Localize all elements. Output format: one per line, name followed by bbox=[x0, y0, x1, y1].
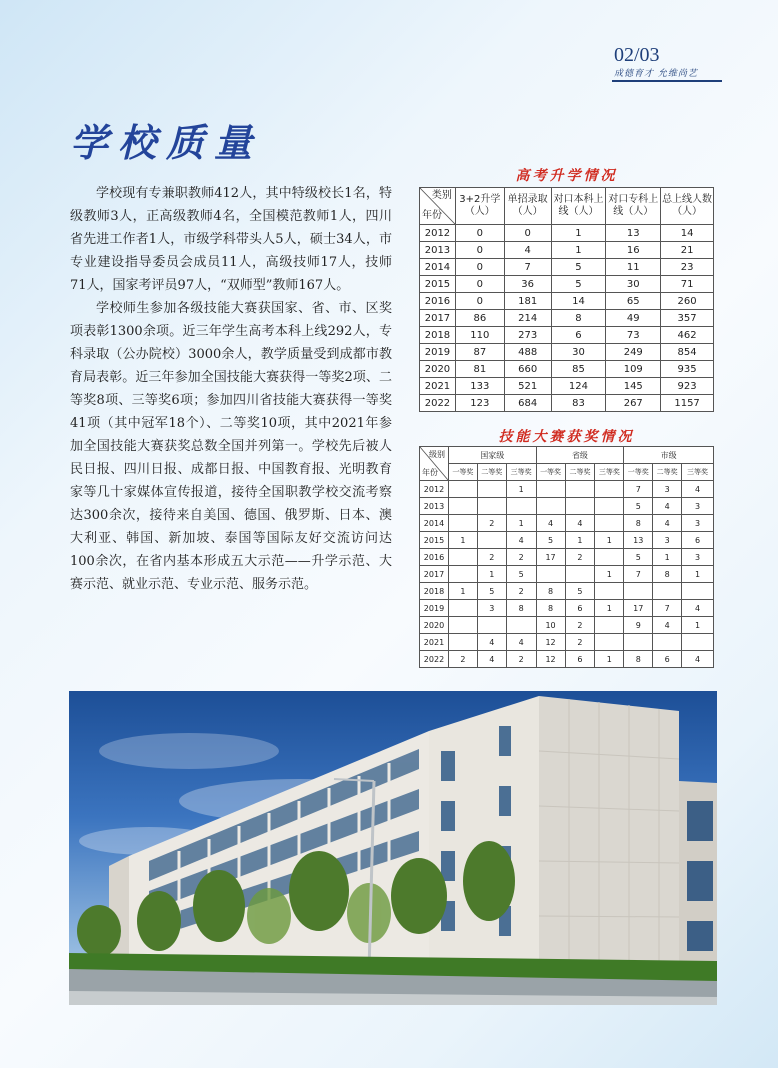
prize-header: 一等奖 bbox=[448, 464, 477, 481]
value-cell: 6 bbox=[565, 600, 595, 617]
value-cell: 83 bbox=[551, 395, 606, 412]
value-cell: 7 bbox=[653, 600, 682, 617]
value-cell bbox=[595, 498, 624, 515]
value-cell: 30 bbox=[551, 344, 606, 361]
table-row bbox=[420, 481, 714, 498]
prize-header: 一等奖 bbox=[624, 464, 653, 481]
value-cell bbox=[624, 634, 653, 651]
gaokao-table-title: 高考升学情况 bbox=[515, 168, 618, 184]
value-cell: 2 bbox=[565, 634, 595, 651]
table-header-row bbox=[420, 447, 714, 464]
year-cell: 2015 bbox=[420, 532, 449, 549]
campus-building-photo bbox=[69, 691, 717, 1005]
value-cell: 260 bbox=[661, 293, 714, 310]
value-cell: 1 bbox=[595, 566, 624, 583]
value-cell bbox=[595, 634, 624, 651]
year-cell: 2022 bbox=[420, 651, 449, 668]
value-cell: 2 bbox=[477, 549, 506, 566]
paragraph: 学校师生参加各级技能大赛获国家、省、市、区奖项表彰1300余项。近三年学生高考本科上线292人，专科录取（公办院校）3000余人，教学质量受到成都市教育局表彰。近三年参加全国技能大赛获得一等奖2项、二等奖8项、三等奖6项；参加四川省技能大赛获得一等奖41项（其中冠军18个）、二等奖10项，其中2021年参加全国技能大赛获奖总数全国并列第一。学校先后被人民日报、四川日报、成都日报、中国教育报、光明教育家等几十家媒体宣传报道，接待全国职教学校交流考察达300余次，接待来自美国、德国、俄罗斯、日本、澳大利亚、韩国、新加坡、泰国等国际友好交流访问达100余次，在省内基本形成五大示范——升学示范、大赛示范、就业示范、专业示范、服务示范。 bbox=[70, 301, 392, 592]
value-cell bbox=[448, 634, 477, 651]
value-cell: 8 bbox=[506, 600, 536, 617]
value-cell: 65 bbox=[606, 293, 661, 310]
value-cell: 1 bbox=[506, 481, 536, 498]
value-cell bbox=[595, 515, 624, 532]
value-cell: 30 bbox=[606, 276, 661, 293]
value-cell: 3 bbox=[682, 515, 714, 532]
value-cell: 1 bbox=[682, 566, 714, 583]
value-cell: 49 bbox=[606, 310, 661, 327]
level-header-national: 国家级 bbox=[448, 447, 536, 464]
prize-header: 三等奖 bbox=[682, 464, 714, 481]
value-cell: 0 bbox=[504, 225, 551, 242]
value-cell: 0 bbox=[455, 276, 504, 293]
motto: 成德育才 允维尚艺 bbox=[614, 69, 698, 79]
value-cell: 85 bbox=[551, 361, 606, 378]
value-cell: 1 bbox=[595, 532, 624, 549]
table-row bbox=[420, 344, 714, 361]
value-cell bbox=[477, 532, 506, 549]
value-cell: 14 bbox=[661, 225, 714, 242]
value-cell: 9 bbox=[624, 617, 653, 634]
value-cell bbox=[448, 566, 477, 583]
value-cell: 124 bbox=[551, 378, 606, 395]
table-row bbox=[420, 361, 714, 378]
value-cell: 1 bbox=[551, 242, 606, 259]
year-cell: 2017 bbox=[420, 310, 456, 327]
value-cell: 1 bbox=[653, 549, 682, 566]
value-cell: 462 bbox=[661, 327, 714, 344]
year-cell: 2014 bbox=[420, 515, 449, 532]
table-row bbox=[420, 549, 714, 566]
value-cell: 0 bbox=[455, 293, 504, 310]
value-cell bbox=[565, 498, 595, 515]
value-cell bbox=[653, 583, 682, 600]
column-header: 单招录取（人） bbox=[504, 188, 551, 225]
value-cell: 12 bbox=[536, 651, 565, 668]
value-cell bbox=[595, 617, 624, 634]
value-cell: 4 bbox=[477, 634, 506, 651]
value-cell: 4 bbox=[653, 617, 682, 634]
corner-label-level: 级别 bbox=[428, 450, 445, 459]
column-header: 总上线人数（人） bbox=[661, 188, 714, 225]
value-cell: 5 bbox=[624, 498, 653, 515]
table-row bbox=[420, 634, 714, 651]
prize-header: 二等奖 bbox=[565, 464, 595, 481]
value-cell: 5 bbox=[477, 583, 506, 600]
diagonal-header-cell bbox=[420, 447, 449, 481]
jineng-table-title: 技能大赛获奖情况 bbox=[498, 429, 635, 445]
value-cell bbox=[536, 498, 565, 515]
table-row bbox=[420, 225, 714, 242]
value-cell: 81 bbox=[455, 361, 504, 378]
value-cell bbox=[448, 498, 477, 515]
value-cell: 854 bbox=[661, 344, 714, 361]
value-cell: 13 bbox=[606, 225, 661, 242]
table-row bbox=[420, 259, 714, 276]
value-cell: 71 bbox=[661, 276, 714, 293]
value-cell bbox=[595, 481, 624, 498]
value-cell bbox=[448, 549, 477, 566]
value-cell: 5 bbox=[624, 549, 653, 566]
value-cell: 684 bbox=[504, 395, 551, 412]
table-row bbox=[420, 566, 714, 583]
diagonal-header-cell bbox=[420, 188, 456, 225]
building-illustration bbox=[69, 691, 717, 1005]
jineng-table bbox=[419, 446, 714, 668]
value-cell: 23 bbox=[661, 259, 714, 276]
value-cell: 110 bbox=[455, 327, 504, 344]
value-cell: 5 bbox=[565, 583, 595, 600]
value-cell: 3 bbox=[682, 498, 714, 515]
prize-header: 三等奖 bbox=[595, 464, 624, 481]
value-cell: 4 bbox=[504, 242, 551, 259]
value-cell bbox=[506, 498, 536, 515]
value-cell: 249 bbox=[606, 344, 661, 361]
year-cell: 2019 bbox=[420, 344, 456, 361]
value-cell: 145 bbox=[606, 378, 661, 395]
value-cell: 660 bbox=[504, 361, 551, 378]
body-text bbox=[70, 182, 392, 596]
value-cell: 8 bbox=[536, 583, 565, 600]
value-cell: 3 bbox=[653, 532, 682, 549]
value-cell: 109 bbox=[606, 361, 661, 378]
year-cell: 2018 bbox=[420, 583, 449, 600]
value-cell: 86 bbox=[455, 310, 504, 327]
value-cell: 12 bbox=[536, 634, 565, 651]
value-cell: 3 bbox=[653, 481, 682, 498]
value-cell bbox=[506, 617, 536, 634]
value-cell: 181 bbox=[504, 293, 551, 310]
prize-header: 三等奖 bbox=[506, 464, 536, 481]
year-cell: 2012 bbox=[420, 481, 449, 498]
value-cell: 1 bbox=[448, 532, 477, 549]
value-cell: 2 bbox=[506, 651, 536, 668]
corner-label-category: 类别 bbox=[431, 190, 452, 201]
value-cell: 4 bbox=[682, 651, 714, 668]
value-cell: 935 bbox=[661, 361, 714, 378]
prize-header: 二等奖 bbox=[653, 464, 682, 481]
value-cell: 13 bbox=[624, 532, 653, 549]
year-cell: 2012 bbox=[420, 225, 456, 242]
corner-label-year: 年份 bbox=[422, 210, 442, 221]
value-cell: 1 bbox=[565, 532, 595, 549]
table-row bbox=[420, 395, 714, 412]
value-cell: 11 bbox=[606, 259, 661, 276]
value-cell: 7 bbox=[624, 481, 653, 498]
value-cell: 17 bbox=[536, 549, 565, 566]
value-cell: 4 bbox=[682, 600, 714, 617]
value-cell: 1 bbox=[682, 617, 714, 634]
value-cell: 73 bbox=[606, 327, 661, 344]
value-cell bbox=[536, 481, 565, 498]
page-title: 学校质量 bbox=[70, 120, 263, 165]
value-cell: 123 bbox=[455, 395, 504, 412]
value-cell: 0 bbox=[455, 242, 504, 259]
gaokao-table-body bbox=[420, 225, 714, 412]
value-cell: 16 bbox=[606, 242, 661, 259]
value-cell: 4 bbox=[477, 651, 506, 668]
value-cell: 1 bbox=[448, 583, 477, 600]
year-cell: 2017 bbox=[420, 566, 449, 583]
table-row bbox=[420, 242, 714, 259]
year-cell: 2019 bbox=[420, 600, 449, 617]
year-cell: 2016 bbox=[420, 549, 449, 566]
value-cell: 6 bbox=[682, 532, 714, 549]
value-cell bbox=[477, 617, 506, 634]
column-header: 对口专科上线（人） bbox=[606, 188, 661, 225]
table-row bbox=[420, 293, 714, 310]
value-cell: 36 bbox=[504, 276, 551, 293]
value-cell: 488 bbox=[504, 344, 551, 361]
value-cell: 1 bbox=[477, 566, 506, 583]
year-cell: 2021 bbox=[420, 634, 449, 651]
value-cell: 5 bbox=[551, 259, 606, 276]
value-cell: 521 bbox=[504, 378, 551, 395]
year-cell: 2020 bbox=[420, 617, 449, 634]
value-cell: 1 bbox=[595, 600, 624, 617]
value-cell bbox=[477, 498, 506, 515]
year-cell: 2013 bbox=[420, 242, 456, 259]
value-cell bbox=[448, 600, 477, 617]
value-cell bbox=[477, 481, 506, 498]
value-cell: 10 bbox=[536, 617, 565, 634]
value-cell: 4 bbox=[653, 515, 682, 532]
value-cell: 2 bbox=[506, 583, 536, 600]
value-cell: 4 bbox=[536, 515, 565, 532]
year-cell: 2020 bbox=[420, 361, 456, 378]
value-cell: 1157 bbox=[661, 395, 714, 412]
value-cell bbox=[536, 566, 565, 583]
table-row bbox=[420, 515, 714, 532]
value-cell bbox=[624, 583, 653, 600]
value-cell: 2 bbox=[565, 549, 595, 566]
value-cell: 0 bbox=[455, 259, 504, 276]
value-cell: 133 bbox=[455, 378, 504, 395]
column-header: 3+2升学（人） bbox=[455, 188, 504, 225]
table-header-row bbox=[420, 188, 714, 225]
value-cell: 8 bbox=[624, 515, 653, 532]
prize-header: 二等奖 bbox=[477, 464, 506, 481]
value-cell: 8 bbox=[624, 651, 653, 668]
value-cell bbox=[682, 583, 714, 600]
value-cell: 1 bbox=[595, 651, 624, 668]
column-header: 对口本科上线（人） bbox=[551, 188, 606, 225]
value-cell bbox=[595, 583, 624, 600]
value-cell bbox=[565, 481, 595, 498]
value-cell: 3 bbox=[682, 549, 714, 566]
value-cell bbox=[682, 634, 714, 651]
page-number: 02/03 bbox=[614, 44, 660, 66]
value-cell: 5 bbox=[551, 276, 606, 293]
value-cell: 21 bbox=[661, 242, 714, 259]
value-cell bbox=[653, 634, 682, 651]
value-cell: 17 bbox=[624, 600, 653, 617]
value-cell: 8 bbox=[653, 566, 682, 583]
table-row bbox=[420, 310, 714, 327]
table-row bbox=[420, 327, 714, 344]
value-cell: 1 bbox=[506, 515, 536, 532]
value-cell: 8 bbox=[536, 600, 565, 617]
table-row bbox=[420, 651, 714, 668]
value-cell: 1 bbox=[551, 225, 606, 242]
value-cell: 4 bbox=[682, 481, 714, 498]
year-cell: 2018 bbox=[420, 327, 456, 344]
table-row bbox=[420, 498, 714, 515]
header-rule bbox=[612, 80, 722, 82]
value-cell bbox=[448, 515, 477, 532]
value-cell bbox=[595, 549, 624, 566]
value-cell: 2 bbox=[448, 651, 477, 668]
value-cell: 5 bbox=[506, 566, 536, 583]
table-row bbox=[420, 583, 714, 600]
value-cell: 2 bbox=[565, 617, 595, 634]
table-row bbox=[420, 276, 714, 293]
table-row bbox=[420, 600, 714, 617]
value-cell: 273 bbox=[504, 327, 551, 344]
value-cell: 923 bbox=[661, 378, 714, 395]
value-cell: 3 bbox=[477, 600, 506, 617]
value-cell: 214 bbox=[504, 310, 551, 327]
year-cell: 2016 bbox=[420, 293, 456, 310]
value-cell: 6 bbox=[551, 327, 606, 344]
table-subheader-row bbox=[420, 464, 714, 481]
value-cell: 7 bbox=[624, 566, 653, 583]
value-cell: 6 bbox=[565, 651, 595, 668]
paragraph: 学校现有专兼职教师412人，其中特级校长1名，特级教师3人，正高级教师4名，全国模范教师1人，四川省先进工作者1人，市级学科带头人5人，硕士34人，市专业建设指导委员会成员11人，高级技师17人，技师71人，国家考评员97人，“双师型”教师167人。 bbox=[70, 186, 392, 293]
jineng-table-body bbox=[420, 481, 714, 668]
value-cell: 357 bbox=[661, 310, 714, 327]
value-cell: 2 bbox=[506, 549, 536, 566]
value-cell: 5 bbox=[536, 532, 565, 549]
value-cell bbox=[565, 566, 595, 583]
table-row bbox=[420, 378, 714, 395]
year-cell: 2022 bbox=[420, 395, 456, 412]
value-cell: 8 bbox=[551, 310, 606, 327]
value-cell: 0 bbox=[455, 225, 504, 242]
value-cell: 87 bbox=[455, 344, 504, 361]
value-cell bbox=[448, 481, 477, 498]
table-row bbox=[420, 617, 714, 634]
level-header-city: 市级 bbox=[624, 447, 714, 464]
year-cell: 2015 bbox=[420, 276, 456, 293]
value-cell: 4 bbox=[506, 532, 536, 549]
gaokao-table bbox=[419, 187, 714, 412]
value-cell: 4 bbox=[565, 515, 595, 532]
value-cell: 14 bbox=[551, 293, 606, 310]
year-cell: 2014 bbox=[420, 259, 456, 276]
year-cell: 2021 bbox=[420, 378, 456, 395]
level-header-provincial: 省级 bbox=[536, 447, 624, 464]
value-cell: 6 bbox=[653, 651, 682, 668]
value-cell: 267 bbox=[606, 395, 661, 412]
value-cell: 4 bbox=[506, 634, 536, 651]
value-cell bbox=[448, 617, 477, 634]
table-row bbox=[420, 532, 714, 549]
value-cell: 2 bbox=[477, 515, 506, 532]
value-cell: 4 bbox=[653, 498, 682, 515]
value-cell: 7 bbox=[504, 259, 551, 276]
prize-header: 一等奖 bbox=[536, 464, 565, 481]
year-cell: 2013 bbox=[420, 498, 449, 515]
corner-label-year: 年份 bbox=[422, 468, 438, 477]
